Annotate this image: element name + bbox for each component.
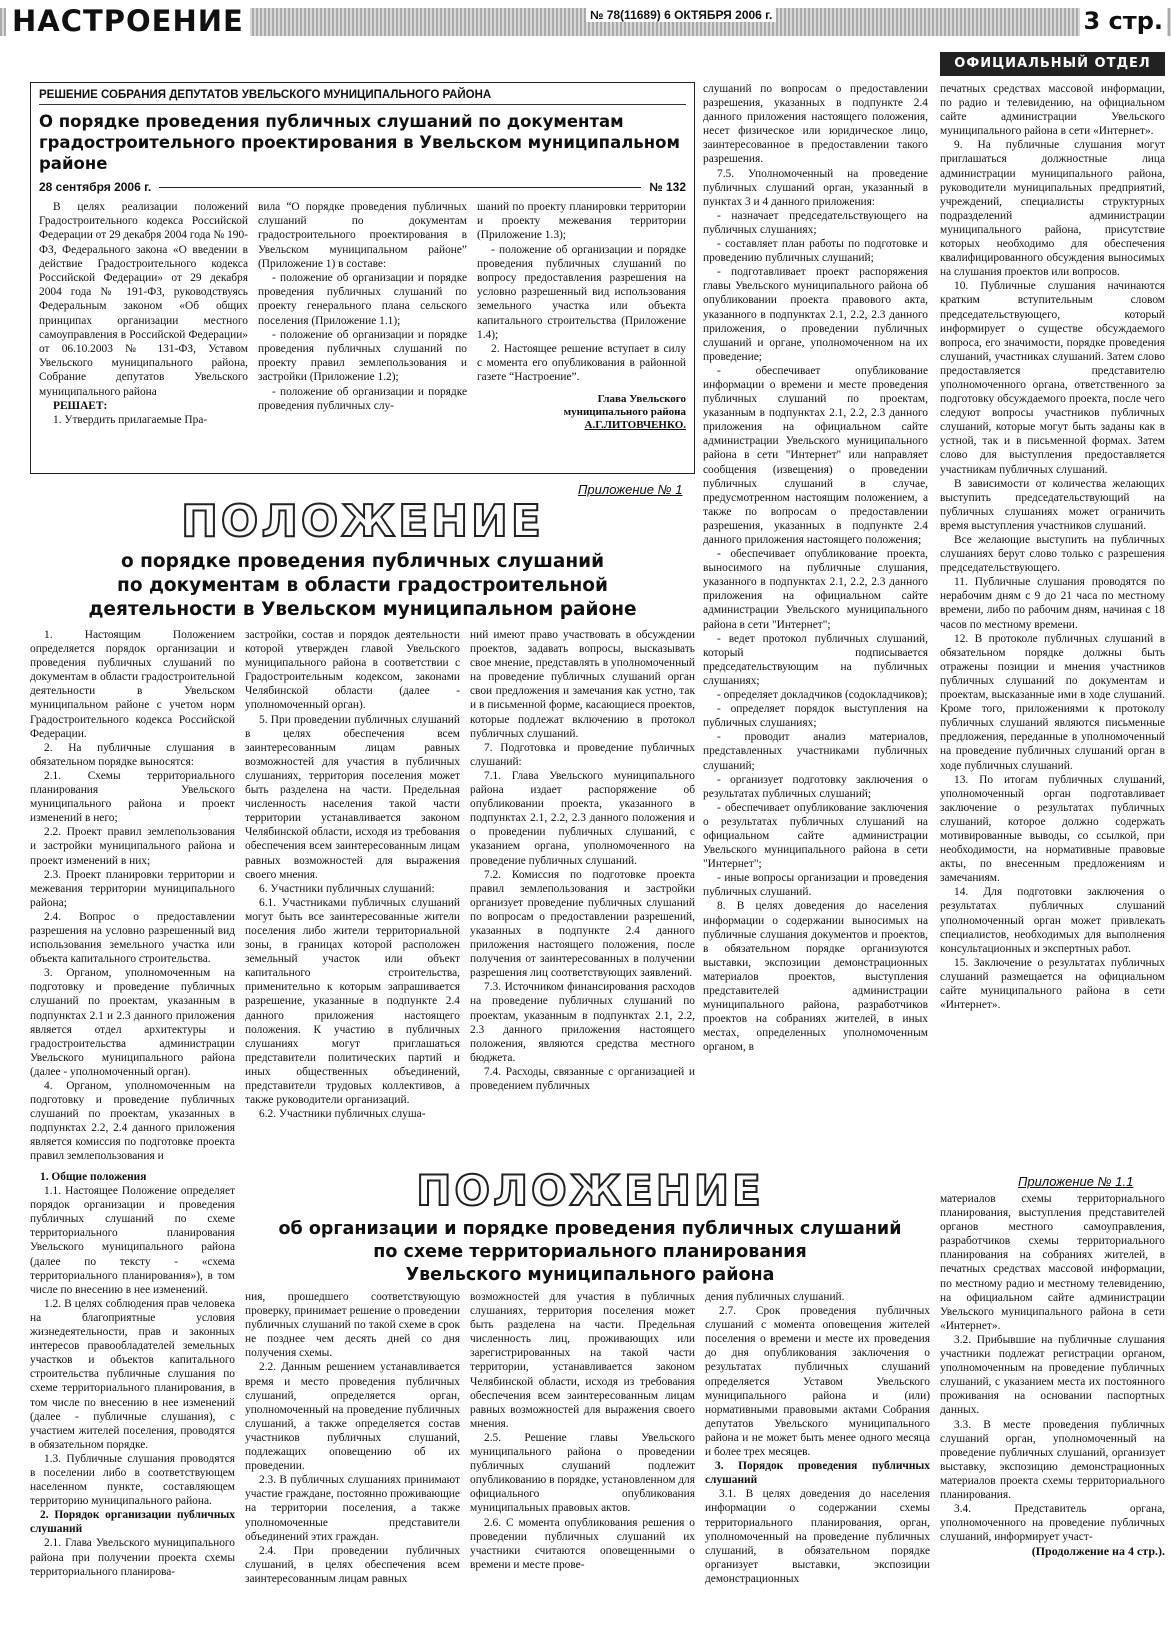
paragraph: 2.1. Схемы территориального планирования Увельского муниципального района и проект изменений в него; — [30, 769, 235, 825]
section-subheading — [30, 550, 695, 622]
paragraph: 3.2. Прибывшие на публичные слушания участники подлежат регистрации органом, уполномоченным на проведение публичных слушаний, с указанием места их постоянного проживания на основании паспортных данных. — [940, 1333, 1165, 1417]
page-number: 3 стр. — [1080, 4, 1168, 38]
signature-name: А.Г.ЛИТОВЧЕНКО. — [584, 418, 686, 431]
subheading-line: о порядке проведения публичных слушаний — [120, 551, 605, 572]
paragraph: 8. В целях доведения до населения информации о содержании выносимых на публичные слушания документов и проектов, в обязательном порядке организуются выставки, экспозиции демонстрационных материалов проектов, выступления представителей администрации муниципального района, разработчиков проектов на собраниях жителей, в иных местах, определенных уполномоченным органом, в — [703, 900, 928, 1054]
paragraph: 13. По итогам публичных слушаний, уполномоченный орган подготавливает заключение о результатах публичных слушаний, которое должно содержать мотивированные выводы, со ссылкой, при необходимости, на нормативные правовые акты, по внесенным предложениям и замечаниям. — [940, 773, 1165, 885]
paragraph: - организует подготовку заключения о результатах публичных слушаний; — [703, 773, 928, 800]
decision-dateline — [39, 180, 686, 194]
signature-line: муниципального района — [563, 405, 686, 418]
decision-columns — [39, 200, 686, 432]
paragraph: 5. При проведении публичных слушаний в целях обеспечения всем заинтересованным лицам равных возможностей для участия в публичных слушаниях, территория поселения может быть разделена на части. Предельная численность населения такой части территории устанавливается законом Челябинской области, исходя из требования обеспечения всем заинтересованным лицам равных возможностей для выражения своего мнения. — [245, 713, 460, 881]
paragraph: 3.1. В целях доведения до населения информации о содержании схемы территориального планирования, орган, уполномоченный на проведение публичных слушаний, в обязательном порядке организует выставки, экспозиции демонстрационных — [705, 1488, 930, 1585]
subsection-heading: 1. Общие положения — [40, 1171, 147, 1183]
paragraph: 7.4. Расходы, связанные с организацией и проведением публичных — [470, 1065, 695, 1092]
paragraph: 2.4. При проведении публичных слушаний, в целях обеспечения всем заинтересованным лицам равных — [245, 1544, 460, 1585]
decision-number: № 132 — [649, 180, 686, 194]
paragraph: дения публичных слушаний. — [705, 1291, 845, 1303]
decision-kicker: РЕШЕНИЕ СОБРАНИЯ ДЕПУТАТОВ УВЕЛЬСКОГО МУНИЦИПАЛЬНОГО РАЙОНА — [39, 89, 686, 105]
paragraph: - назначает председательствующего на публичных слушаниях; — [703, 209, 928, 236]
paragraph: В зависимости от количества желающих выступить председательствующий на публичных слушаниях может ограничить время выступления участников слушаний. — [940, 477, 1165, 532]
decision-col-2 — [258, 200, 467, 432]
paragraph: - обеспечивает опубликование информации о времени и месте проведения публичных слушаний по проектам, указанным в подпунктах 2.1, 2.2, 2.3 данного приложения на официальном сайте администрации Увельского муниципального района в сети "Интернет" или направляет сообщения (извещения) о проведении публичных слушаний в случае, предусмотренном настоящим положением, а также по вопросам о предоставлении разрешения, указанных в подпункте 2.4 данного приложения настоящего положения; — [703, 364, 928, 546]
paragraph: 2.7. Срок проведения публичных слушаний с момента оповещения жителей поселения о времени и месте их проведения до дня опубликования заключения о результатах публичных слушаний определяется Уставом Увельского муниципального района и (или) нормативными правовыми актами Собрания депутатов Увельского муниципального района и не может быть менее одного месяца и более трех месяцев. — [705, 1305, 930, 1459]
subheading-line: об организации и порядке проведения публичных слушаний — [278, 1219, 902, 1239]
paragraph: - положение об организации и порядке проведения публичных слушаний по проекту генерального плана сельского поселения (Приложение 1.1); — [258, 272, 467, 327]
annex1-col-3 — [470, 628, 695, 1156]
paragraph: 7. Подготовка и проведение публичных слушаний: — [470, 741, 695, 768]
paragraph: 1. Утвердить прилагаемые Пра- — [53, 414, 208, 427]
paragraph: - определяет порядок выступления на публичных слушаниях; — [703, 703, 928, 730]
paragraph: 15. Заключение о результатах публичных слушаний размещается на официальном сайте муниципального района в сети «Интернет». — [940, 956, 1165, 1012]
paragraph: 7.1. Глава Увельского муниципального района издает распоряжение об опубликовании проекта, указанного в подпунктах 2.1, 2.2, 2.3 данного положения и о проведении публичных слушаний, с указанием органа, уполномоченного на проведение публичных слушаний. — [470, 769, 695, 867]
paragraph: материалов схемы территориального планирования, выступления представителей органов местного самоуправления, разработчиков схемы территориального планирования на собраниях жителей, в печатных средствах массовой информации, по местному радио и местному телевидению, на официальном сайте администрации Увельского муниципального района в сети «Интернет». — [940, 1193, 1165, 1332]
annex11-col-5 — [940, 1192, 1165, 1622]
paragraph: - подготавливает проект распоряжения главы Увельского муниципального района об опубликовании проекта правового акта, указанного в подпунктах 2.1, 2.2, 2.3 данного приложения, о проведении публичных слушаний и органе, уполномоченном на их проведение; — [703, 266, 928, 363]
subheading-line: Увельского муниципального района — [405, 1265, 775, 1285]
paragraph: застройки, состав и порядок деятельности которой утвержден главой Увельского муниципального района в соответствии с Градостроительным кодексом, законами Челябинской области (далее - уполномоченный орган). — [245, 629, 460, 712]
section-heading: ПОЛОЖЕНИЕ — [416, 1166, 764, 1215]
annex11-col-2 — [245, 1290, 460, 1622]
subheading-line: по схеме территориального планирования — [373, 1242, 807, 1262]
paragraph: 1.3. Публичные слушания проводятся в поселении либо в соответствующем населенном пункте, составляющем территорию муниципального района. — [30, 1452, 235, 1508]
paragraph: 3. Органом, уполномоченным на подготовку и проведение публичных слушаний по проектам, указанным в подпунктах 2.1 и 2.3 данного приложения является отдел архитектуры и градостроительства администрации Увельского муниципального района (далее - уполномоченный орган). — [30, 967, 235, 1078]
paragraph: - проводит анализ материалов, представленных участниками публичных слушаний; — [703, 731, 928, 772]
paragraph: 6.2. Участники публичных слуша- — [259, 1108, 426, 1121]
annex11-col-4 — [705, 1290, 930, 1622]
paragraph: печатных средствах массовой информации, по радио и телевидению, на официальном сайте администрации Увельского муниципального района в сети «Интернет». — [940, 83, 1165, 138]
decision-col-3 — [477, 200, 686, 432]
paragraph: 2.1. Глава Увельского муниципального района при получении проекта схемы территориального планирова- — [30, 1537, 235, 1578]
paragraph: ния, прошедшего соответствующую проверку, принимает решение о проведении публичных слушаний по такой схеме в срок не позднее чем десять дней со дня получения схемы. — [245, 1291, 460, 1360]
paragraph: 2.5. Решение главы Увельского муниципального района о проведении публичных слушаний подлежит опубликованию в порядке, установленном для официального опубликования муниципальных правовых актов. — [470, 1431, 695, 1515]
paragraph: РЕШАЕТ: — [53, 399, 108, 412]
signature — [477, 393, 686, 432]
paragraph: 14. Для подготовки заключения о результатах публичных слушаний уполномоченный орган может привлекать специалистов, необходимых для выполнения консультационных и экспертных работ. — [940, 886, 1165, 955]
decision-date: 28 сентября 2006 г. — [39, 180, 152, 194]
decision-box — [30, 82, 695, 474]
paragraph: - положение об организации и порядке проведения публичных слушаний по проекту правил землепользования и застройки (Приложение 1.2); — [258, 328, 467, 384]
paragraph: 7.3. Источником финансирования расходов на проведение публичных слушаний по проектам, указанным в подпунктах 2.1, 2.2, 2.3 данного приложения настоящего положения, являются средства местного бюджета. — [470, 981, 695, 1064]
paragraph: 1.2. В целях соблюдения прав человека на благоприятные условия жизнедеятельности, прав и законных интересов правообладателей земельных участков и объектов капитального строительства публичные слушания по схеме территориального планирования, в том числе по внесению в нее изменений (далее - публичные слушания), с участием жителей поселения, проводятся в обязательном порядке. — [30, 1297, 235, 1451]
paragraph: 2.3. Проект планировки территории и межевания территории муниципального района; — [30, 868, 235, 909]
paragraph: ний имеют право участвовать в обсуждении проектов, задавать вопросы, высказывать свое мнение, представлять в уполномоченный на проведение публичных слушаний орган свои предложения и замечания как устно, так и в письменной форме, касающиеся проектов, которые подлежат включению в протокол публичных слушаний. — [470, 629, 695, 740]
subsection-heading: 2. Порядок организации публичных слушаний — [30, 1509, 235, 1536]
continuation-note: (Продолжение на 4 стр.). — [1031, 1544, 1165, 1559]
department-label: ОФИЦИАЛЬНЫЙ ОТДЕЛ — [940, 52, 1165, 76]
paragraph: 6. Участники публичных слушаний: — [259, 882, 435, 895]
subheading-line: по документам в области градостроительной — [117, 575, 608, 596]
divider — [159, 187, 641, 188]
subheading-line: деятельности в Увельском муниципальном районе — [88, 599, 637, 620]
annex-label: Приложение № 1 — [578, 482, 683, 497]
article-right-column — [703, 82, 928, 1170]
paragraph: 4. Органом, уполномоченным на подготовку и проведение публичных слушаний по проектам, указанных в подпунктах 2.2, 2.4 данного приложения является комиссия по подготовке проекта правил землепользования и — [30, 1080, 235, 1163]
paragraph: 7.5. Уполномоченный на проведение публичных слушаний орган, указанный в пунктах 3 и 4 данного приложения: — [703, 167, 928, 208]
annex11-col-3 — [470, 1290, 695, 1622]
paragraph: 1.1. Настоящее Положение определяет порядок организации и проведения публичных слушаний по схеме территориального планирования Увельского муниципального района (далее по тексту - «схема территориального планирования»), в том числе по внесению в нее изменений. — [30, 1185, 235, 1296]
paragraph: - положение об организации и порядке проведения публичных слу- — [258, 385, 467, 412]
annex11-col-1 — [30, 1170, 235, 1622]
paragraph: В целях реализации положений Градостроительного кодекса Российской Федерации от 29 декабря 2004 года № 190-ФЗ, Федерального закона «О введении в действие Градостроительного кодекса Российской Федерации» от 29 декабря 2004 года № 191-ФЗ, руководствуясь Федеральным законом «Об общих принципах организации местного самоуправления в Российской Федерации» от 06.10.2003 № 131-ФЗ, Уставом Увельского муниципального района, Собрание депутатов Увельского муниципального района — [39, 201, 248, 398]
paragraph: 2.3. В публичных слушаниях принимают участие граждане, постоянно проживающие на территории поселения, а также уполномоченные представители объединений этих граждан. — [245, 1474, 460, 1543]
annex1-col-1 — [30, 628, 235, 1163]
paragraph: - ведет протокол публичных слушаний, который подписывается председательствующим на публичных слушаниях; — [703, 632, 928, 687]
signature-line: Глава Увельского — [597, 392, 686, 405]
paragraph: 12. В протоколе публичных слушаний в обязательном порядке должны быть отражены позиции и мнения участников публичных слушаний по документам и проектам, высказанные ими в ходе слушаний. Кроме того, приложениями к протоколу публичных слушаний являются письменные предложения, переданные в уполномоченный на проведение публичных слушаний орган в ходе публичных слушаний. — [940, 632, 1165, 772]
section-subheading — [250, 1218, 930, 1287]
paragraph: 2.2. Проект правил землепользования и застройки муниципального района и проект изменений в них; — [30, 826, 235, 867]
paragraph: - определяет докладчиков (содокладчиков); — [717, 689, 928, 702]
paragraph: - положение об организации и порядке проведения публичных слушаний по вопросу предоставления разрешения на условно разрешенный вид использования земельного участка или объекта капитального строительства (Приложение 1.4); — [477, 243, 686, 341]
paragraph: 2.4. Вопрос о предоставлении разрешения на условно разрешенный вид использования земельного участка или объекта капитального строительства. — [30, 910, 235, 966]
paragraph: 10. Публичные слушания начинаются кратким вступительным словом председательствующего, который информирует о существе обсуждаемого вопроса, его значимости, порядке проведения слушаний, участниках слушаний. Затем слово предоставляется представителю уполномоченного органа, ответственного за подготовку обсуждаемого проекта, после чего следуют вопросы участников публичных слушаний, которые могут быть заданы как в устной, так и в письменной формах. Затем слово для выступления предоставляется участникам публичных слушаний. — [940, 280, 1165, 476]
paragraph: 11. Публичные слушания проводятся по нерабочим дням с 9 до 21 часа по местному времени, либо по рабочим дням, начиная с 18 часов по местному времени. — [940, 576, 1165, 631]
paragraph: - обеспечивает опубликование заключения о результатах публичных слушаний на официальном сайте администрации Увельского муниципального района в сети "Интернет"; — [703, 801, 928, 871]
decision-title: О порядке проведения публичных слушаний по документам градостроительного проектирования в Увельском муниципальном районе — [39, 112, 680, 173]
paragraph: - составляет план работы по подготовке и проведению публичных слушаний; — [703, 238, 928, 265]
section-title: НАСТРОЕНИЕ — [6, 4, 250, 38]
annex-label: Приложение № 1.1 — [1018, 1174, 1134, 1189]
article-far-right-column — [940, 82, 1165, 1170]
subsection-heading: 3. Порядок проведения публичных слушаний — [705, 1460, 930, 1487]
decision-col-1 — [39, 200, 248, 432]
paragraph: 2.2. Данным решением устанавливается время и место проведения публичных слушаний, определяется орган, уполномоченный на проведение публичных слушаний, а также определяется состав участников публичных слушаний, подлежащих оповещению об их проведении. — [245, 1361, 460, 1473]
paragraph: слушаний по вопросам о предоставлении разрешения, указанных в подпункте 2.4 данного приложения настоящего положения, несет физическое или юридическое лицо, заинтересованное в предоставлении такого разрешения. — [703, 83, 928, 166]
annex1-col-2 — [245, 628, 460, 1156]
paragraph: - обеспечивает опубликование проекта, выносимого на публичные слушания, указанного в подпунктах 2.1, 2.2, 2.3 данного приложения на официальном сайте администрации Увельского муниципального района в сети "Интернет"; — [703, 548, 928, 631]
paragraph: 3.3. В месте проведения публичных слушаний орган, уполномоченный на проведение публичных слушаний, организует выставку, экспозицию демонстрационных материалов проекта схемы территориального планирования. — [940, 1418, 1165, 1501]
paragraph: Все желающие выступить на публичных слушаниях берут слово только с разрешения председательствующего. — [940, 534, 1165, 575]
paragraph: 6.1. Участниками публичных слушаний могут быть все заинтересованные жители поселения либо жители территориальной зоны, в границах которой расположен земельный участок или объект капитального строительства, применительно к которым запрашивается разрешение, указанные в подпункте 2.4 данного приложения настоящего положения. К участию в публичных слушаниях могут приглашаться представители политических партий и иных общественных объединений, представители трудовых коллективов, а также руководители организаций. — [245, 896, 460, 1107]
paragraph: - иные вопросы организации и проведения публичных слушаний. — [703, 872, 928, 899]
paragraph: 1. Настоящим Положением определяется порядок организации и проведения публичных слушаний по документам в области градостроительной деятельности в Увельском муниципальном районе с учетом норм Градостроительного кодекса Российской Федерации. — [30, 629, 235, 740]
section-heading: ПОЛОЖЕНИЕ — [181, 496, 544, 547]
paragraph: 3.4. Представитель органа, уполномоченного на проведение публичных слушаний, информирует участ- — [940, 1503, 1165, 1544]
paragraph: 2. Настоящее решение вступает в силу с момента его опубликования в районной газете “Настроение”. — [477, 343, 686, 384]
paragraph: 9. На публичные слушания могут приглашаться должностные лица администрации муниципального района, руководители муниципальных предприятий, учреждений, специалисты структурных подразделений администрации муниципального района, присутствие которых необходимо для обеспечения квалифицированного обсуждения выносимых на слушания проектов или вопросов. — [940, 139, 1165, 279]
paragraph: шаний по проекту планировки территории и проекту межевания территории (Приложение 1.3); — [477, 201, 686, 242]
paragraph: возможностей для участия в публичных слушаниях, территория поселения может быть разделена на части. Предельная численность лиц, проживающих или зарегистрированных на такой части территории, устанавливается законом Челябинской области, исходя из требования обеспечения всем заинтересованным лицам равных возможностей для выражения своего мнения. — [470, 1291, 695, 1430]
paragraph: 2.6. С момента опубликования решения о проведении публичных слушаний их участники считаются оповещенными о времени и месте прове- — [470, 1516, 695, 1571]
issue-info: № 78(11689) 6 ОКТЯБРЯ 2006 г. — [586, 8, 776, 22]
masthead — [0, 0, 1171, 48]
paragraph: 7.2. Комиссия по подготовке проекта правил землепользования и застройки организует проведение публичных слушаний по вопросам о предоставлении разрешений, указанных в подпункте 2.4 данного приложения настоящего положения, после получения от заинтересованных в получении разрешения лиц соответствующих заявлений. — [470, 868, 695, 980]
paragraph: 2. На публичные слушания в обязательном порядке выносятся: — [30, 741, 235, 768]
paragraph: вила “О порядке проведения публичных слушаний по документам градостроительного проектирования в Увельском муниципальном районе” (Приложение 1) в составе: — [258, 201, 467, 270]
